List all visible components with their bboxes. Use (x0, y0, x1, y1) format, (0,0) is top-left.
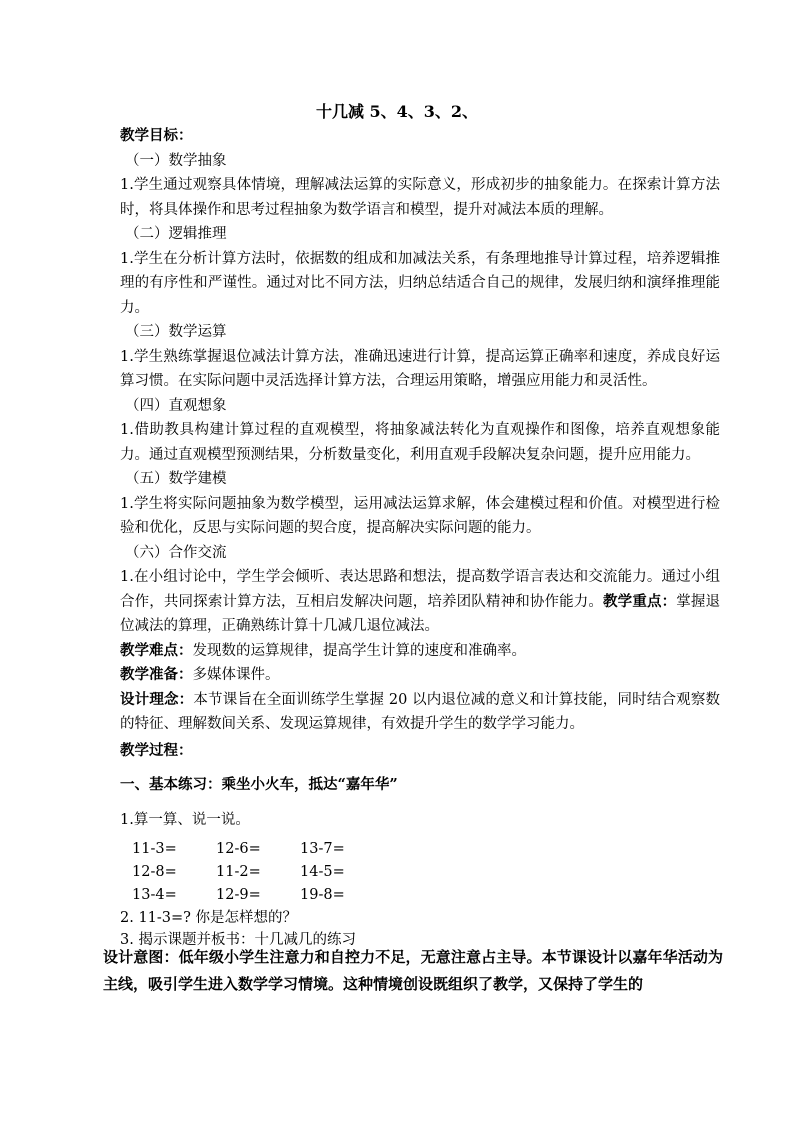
section-body-modeling: 1.学生将实际问题抽象为数学模型，运用减法运算求解，体会建模过程和价值。对模型进行检验和优化，反思与实际问题的契合度，提高解决实际问题的能力。 (120, 495, 720, 536)
section-body-reasoning: 1.学生在分析计算方法时，依据数的组成和加减法关系，有条理地推导计算过程，培养逻辑推理的有序性和严谨性。通过对比不同方法，归纳总结适合自己的规律，发展归纳和演绎推理能力。 (120, 250, 720, 316)
calc-item: 12-6= (216, 841, 261, 857)
section-heading-imagination: （四）直观想象 (125, 397, 227, 414)
section-heading-abstraction: （一）数学抽象 (125, 152, 227, 169)
design-concept-text: 本节课旨在全面训练学生掌握 20 以内退位减的意义和计算技能，同时结合观察数的特征、理解数间关系、发现运算规律，有效提升学生的数学学习能力。 (120, 691, 720, 732)
difficulty-label: 教学难点： (120, 641, 193, 659)
document-body (120, 124, 720, 951)
step3-text: 3. 揭示课题并板书：十几减几的练习 (120, 932, 356, 948)
difficulty-line (120, 639, 720, 664)
section-body-imagination: 1.借助教具构建计算过程的直观模型，将抽象减法转化为直观操作和图像，培养直观想象能力。通过直观模型预测结果，分析数量变化，利用直观手段解决复杂问题，提升应用能力。 (120, 422, 720, 463)
calc-item: 13-4= (132, 887, 177, 903)
process-label: 教学过程： (120, 741, 193, 759)
calc-item: 13-7= (300, 841, 345, 857)
section-body-abstraction: 1.学生通过观察具体情境，理解减法运算的实际意义，形成初步的抽象能力。在探索计算方法时，将具体操作和思考过程抽象为数学语言和模型，提升对减法本质的理解。 (120, 177, 720, 218)
preparation-label: 教学准备： (120, 666, 193, 683)
step1-text: 1.算一算、说一说。 (120, 811, 250, 828)
page-title: 十几减 5、4、3、2、 (315, 102, 479, 121)
calc-item: 11-3= (132, 841, 177, 857)
calc-item: 14-5= (300, 864, 345, 880)
calc-item: 12-9= (216, 887, 261, 903)
preparation-line (120, 663, 720, 688)
difficulty-text: 发现数的运算规律，提高学生计算的速度和准确率。 (192, 642, 526, 659)
section-body-cooperation (120, 565, 720, 639)
section-heading-operation: （三）数学运算 (125, 324, 227, 340)
design-concept-label: 设计理念： (120, 690, 194, 708)
design-concept-line (120, 688, 720, 737)
section-heading-modeling: （五）数学建模 (125, 471, 227, 487)
design-intent: 设计意图：低年级小学生注意力和自控力不足，无意注意占主导。本节课设计以嘉年华活动为主线，吸引学生进入数学学习情境。这种情境创设既组织了教学，又保持了学生的 (103, 948, 723, 993)
section-body-operation: 1.学生熟练掌握退位减法计算方法，准确迅速进行计算，提高运算正确率和速度，养成良好运算习惯。在实际问题中灵活选择计算方法，合理运用策略，增强应用能力和灵活性。 (120, 348, 720, 389)
calc-item: 11-2= (216, 864, 261, 880)
calc-item: 19-8= (300, 887, 345, 903)
key-point-label: 教学重点： (603, 592, 677, 610)
objectives-label: 教学目标： (120, 127, 193, 144)
step2-text: 2. 11-3=? 你是怎样想的？ (120, 910, 298, 926)
preparation-text: 多媒体课件。 (192, 667, 280, 683)
section-heading-reasoning: （二）逻辑推理 (125, 226, 227, 242)
calc-item: 12-8= (132, 864, 177, 880)
part1-title: 一、基本练习：乘坐小火车，抵达“嘉年华” (120, 776, 398, 793)
key-point-text: 掌握退位减法的算理，正确熟练计算十几减几退位减法。 (120, 593, 721, 634)
cooperation-text: 1.在小组讨论中，学生学会倾听、表达思路和想法，提高数学语言表达和交流能力。通过小组合作，共同探索计算方法，互相启发解决问题，培养团队精神和协作能力。 (120, 569, 720, 610)
calculation-grid (132, 838, 720, 907)
section-heading-cooperation: （六）合作交流 (125, 544, 227, 561)
